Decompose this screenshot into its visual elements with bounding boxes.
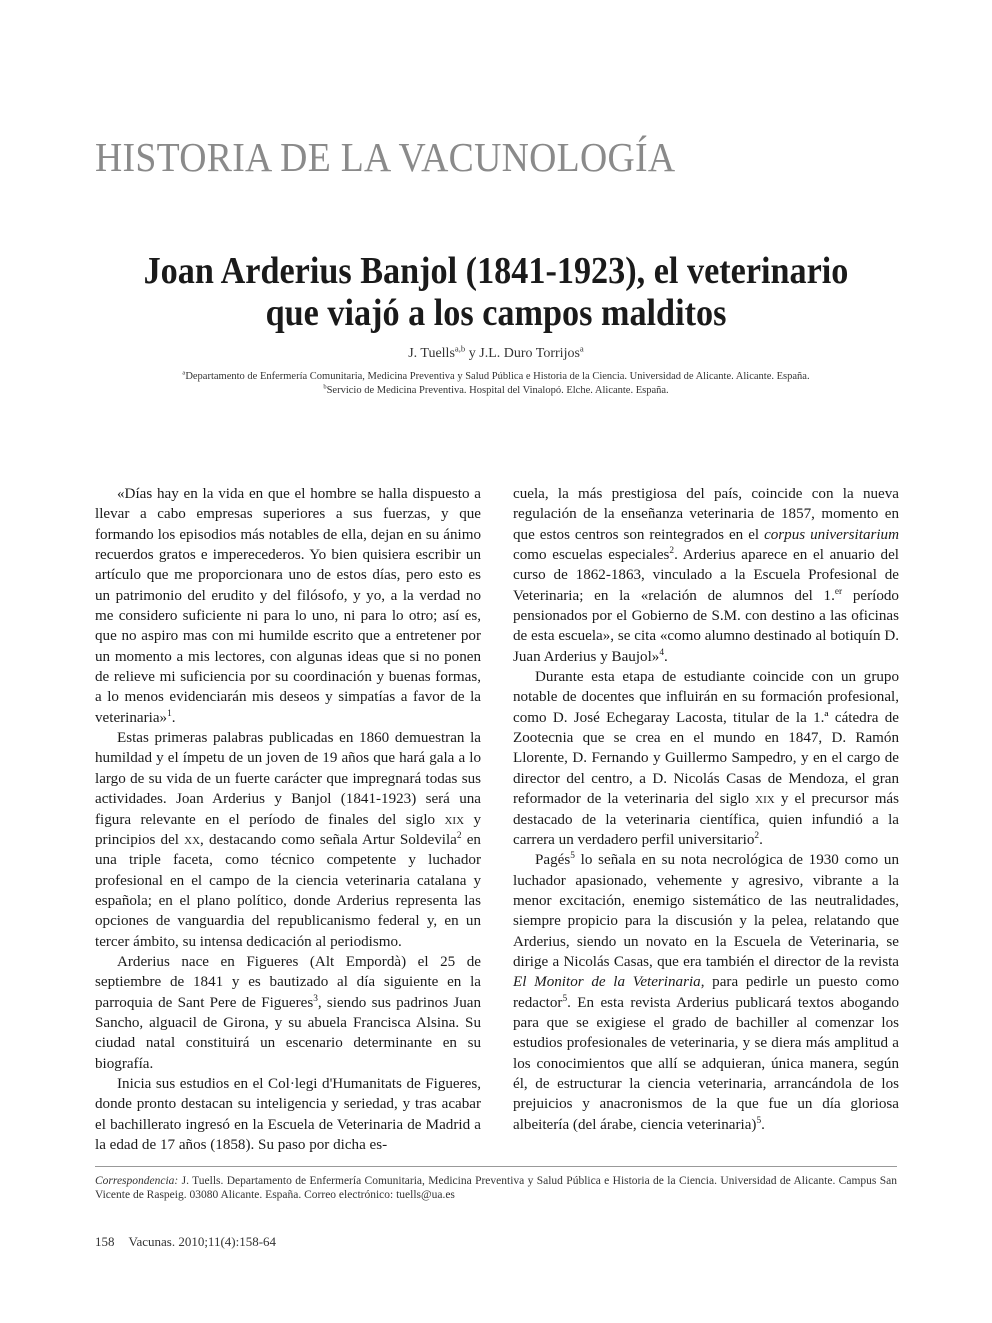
citation-marker: 5: [756, 1115, 762, 1126]
citation-marker: 2: [754, 830, 760, 841]
paragraph: [513, 667, 899, 850]
citation-marker: 4: [659, 647, 664, 658]
italic-term: corpus universitarium: [764, 526, 900, 543]
paragraph-text: cuela, la más prestigiosa del país, coincide con la nueva regulación de la enseñanza veterinaria de 1857, momento en que estos centros son reintegrados en el: [513, 486, 899, 543]
correspondence-label: Correspondencia:: [95, 1175, 179, 1187]
section-heading: HISTORIA DE LA VACUNOLOGÍA: [95, 134, 676, 180]
paragraph-text: y principios del: [95, 811, 481, 848]
affiliation-text: Departamento de Enfermería Comunitaria, Medicina Preventiva y Salud Pública e Historia de la Ciencia. Universidad de Alicante. Alicante. España.: [185, 371, 810, 382]
paragraph-text: .: [171, 709, 176, 726]
footnote-divider: [95, 1166, 897, 1167]
citation-marker: 2: [456, 830, 462, 841]
century-numeral: xix: [444, 811, 465, 828]
paragraph-text: Pagés: [535, 852, 571, 869]
citation-marker: 5: [570, 851, 575, 862]
paragraph: [95, 484, 481, 728]
paragraph: [95, 1074, 481, 1155]
century-numeral: xix: [755, 791, 775, 808]
citation-marker: 2: [669, 546, 675, 556]
author-name: J.L. Duro Torrijos: [479, 346, 580, 361]
journal-citation: Vacunas. 2010;11(4):158-64: [128, 1234, 277, 1249]
body-column-right: [513, 484, 899, 1135]
paragraph-text: .: [664, 648, 668, 665]
author-name: J. Tuells: [408, 346, 455, 361]
affiliation-a: [0, 370, 992, 384]
paragraph-text: Arderius nace en Figueres (Alt Empordà) el 25 de septiembre de 1841 y es bautizado al día siguiente en la parroquia de Sant Pere de Figueres: [95, 953, 481, 1011]
paragraph-text: , siendo sus padrinos Juan Sancho, alguacil de Girona, y su abuela Francisca Alsina. Su ciudad natal constituirá un escenario determinante en su biografía.: [95, 994, 482, 1072]
paragraph: [95, 952, 481, 1074]
paragraph-text: , destacando como señala Artur Soldevila: [200, 831, 457, 848]
citation-marker: 5: [562, 993, 568, 1004]
paragraph-text: . Arderius aparece en el anuario del curso de 1862-1863, vinculado a la Escuela Profesional de Veterinaria; en la «relación de alumnos del 1.: [513, 547, 900, 604]
paragraph-text: Estas primeras palabras publicadas en 1860 demuestran la humildad y el ímpetu de un joven de 19 años que hará gala a lo largo de su vida de un fuerte carácter que impregnará todas sus actividades. Joan Arderius y Banjol (1841-1923) será una figura relevante en el período de finales del siglo: [95, 730, 481, 828]
body-column-left: [95, 484, 481, 1155]
page-number: 158: [95, 1234, 115, 1249]
ordinal-marker: er: [834, 586, 843, 597]
paragraph-text: Inicia sus estudios en el Col·legi d'Humanitats de Figueres, donde pronto destacan su inteligencia y seriedad, y tras acabar el bachillerato ingresó en la Escuela de Veterinaria de Madrid a la edad de 17 años (1858). Su paso por dicha es-: [95, 1075, 481, 1153]
page-footer: [95, 1234, 276, 1250]
paragraph-text: Durante esta etapa de estudiante coincide con un grupo notable de docentes que influirán en su formación profesional, como D. José Echegaray Lacosta, titular de la 1.ª cátedra de Zootecnia que se crea en el mundo en 1847, D. Ramón Llorente, D. Fernando y Guillermo Sampedro, y en el cargo de director del centro, a D. Nicolás Casas de Mendoza, el gran reformador de la veterinaria del siglo: [513, 669, 899, 808]
article-title-line2: que viajó a los campos malditos: [265, 292, 727, 334]
paragraph-text: como escuelas especiales: [513, 547, 670, 564]
citation-marker: 1: [167, 708, 172, 719]
affiliation-marker: a,b: [454, 343, 466, 354]
author-separator: y: [465, 346, 480, 361]
correspondence-note: [95, 1174, 897, 1202]
century-numeral: xx: [184, 831, 201, 848]
paragraph-text: .: [761, 1116, 765, 1133]
paragraph-text: y el precursor más destacado de la veterinaria científica, quien infundió a la carrera un verdadero perfil universitario: [513, 791, 900, 848]
paragraph: [513, 484, 899, 667]
paragraph-text: período pensionados por el Gobierno de S.M. con destino a las oficinas de esta escuela», se cita «como alumno destinado al botiquín D. Juan Arderius y Baujol»: [513, 587, 899, 665]
citation-marker: 3: [313, 993, 318, 1004]
paragraph-text: «Días hay en la vida en que el hombre se halla dispuesto a llevar a cabo empresas superiores a sus fuerzas, y que formando los episodios más notables de ella, dejan en su ánimo recuerdos gratos e imperecederos. Yo bien quisiera escribir un artículo que me proporcionara uno de estos días, pero esto es un patrimonio del erudito y del filósofo, y yo, a la verdad no me considero suficiente ni para lo uno, ni para lo otro; así es, que no aspiro mas con mi humilde escrito que a entretener por un momento a mis lectores, con algunas ideas que si no ponen de relieve mi suficiencia por su coordinación y buenas formas, a lo menos evidenciarán mis deseos y simpatías a favor de la veterinaria»: [95, 486, 481, 726]
paragraph-text: .: [759, 831, 763, 848]
affiliation-marker: b: [323, 383, 327, 391]
paragraph-text: en una triple faceta, como técnico competente y luchador profesional en el campo de la ciencia veterinaria catalana y española; en el plano político, donde Arderius representa las opciones de vanguardia del republicanismo federal y, en un tercer ámbito, su intensa dedicación al periodismo.: [95, 831, 481, 950]
paragraph-text: lo señala en su nota necrológica de 1930 como un luchador apasionado, vehemente y agresivo, vibrante a la menor excitación, enemigo sistemático de las neutralidades, siempre propicio para la discusión y la pelea, relatando que Arderius, siendo un novato en la Escuela de Veterinaria, se dirige a Nicolás Casas, que era también el director de la revista: [513, 852, 899, 970]
paragraph-text: . En esta revista Arderius publicará textos abogando para que se exigiese el grado de bachiller al comenzar los estudios profesionales de veterinaria, y se diera más amplitud a los conocimientos que allí se adquieran, única manera, según él, de estructurar la ciencia veterinaria, arrancándola de los prejuicios y anacronismos de la que fue un día gloriosa albeitería (del árabe, ciencia veterinaria): [513, 994, 899, 1133]
correspondence-text: J. Tuells. Departamento de Enfermería Comunitaria, Medicina Preventiva y Salud Pública e Historia de la Ciencia. Universidad de Alicante. Campus San Vicente de Raspeig. 03080 Alicante. España. Correo electrónico: tuells@ua.es: [95, 1175, 897, 1201]
affiliation-marker: a: [182, 369, 186, 377]
author-list: [0, 345, 992, 363]
affiliation-marker: a: [579, 343, 584, 354]
affiliation-b: [0, 384, 992, 398]
paragraph: [95, 728, 481, 952]
article-title-line1: Joan Arderius Banjol (1841-1923), el veterinario: [143, 250, 849, 292]
paragraph-text: , para pedirle un puesto como redactor: [513, 974, 899, 1011]
journal-title: El Monitor de la Veterinaria: [513, 974, 701, 991]
affiliation-text: Servicio de Medicina Preventiva. Hospital del Vinalopó. Elche. Alicante. España.: [326, 385, 669, 396]
article-title: [80, 250, 912, 334]
paragraph: [513, 850, 899, 1135]
